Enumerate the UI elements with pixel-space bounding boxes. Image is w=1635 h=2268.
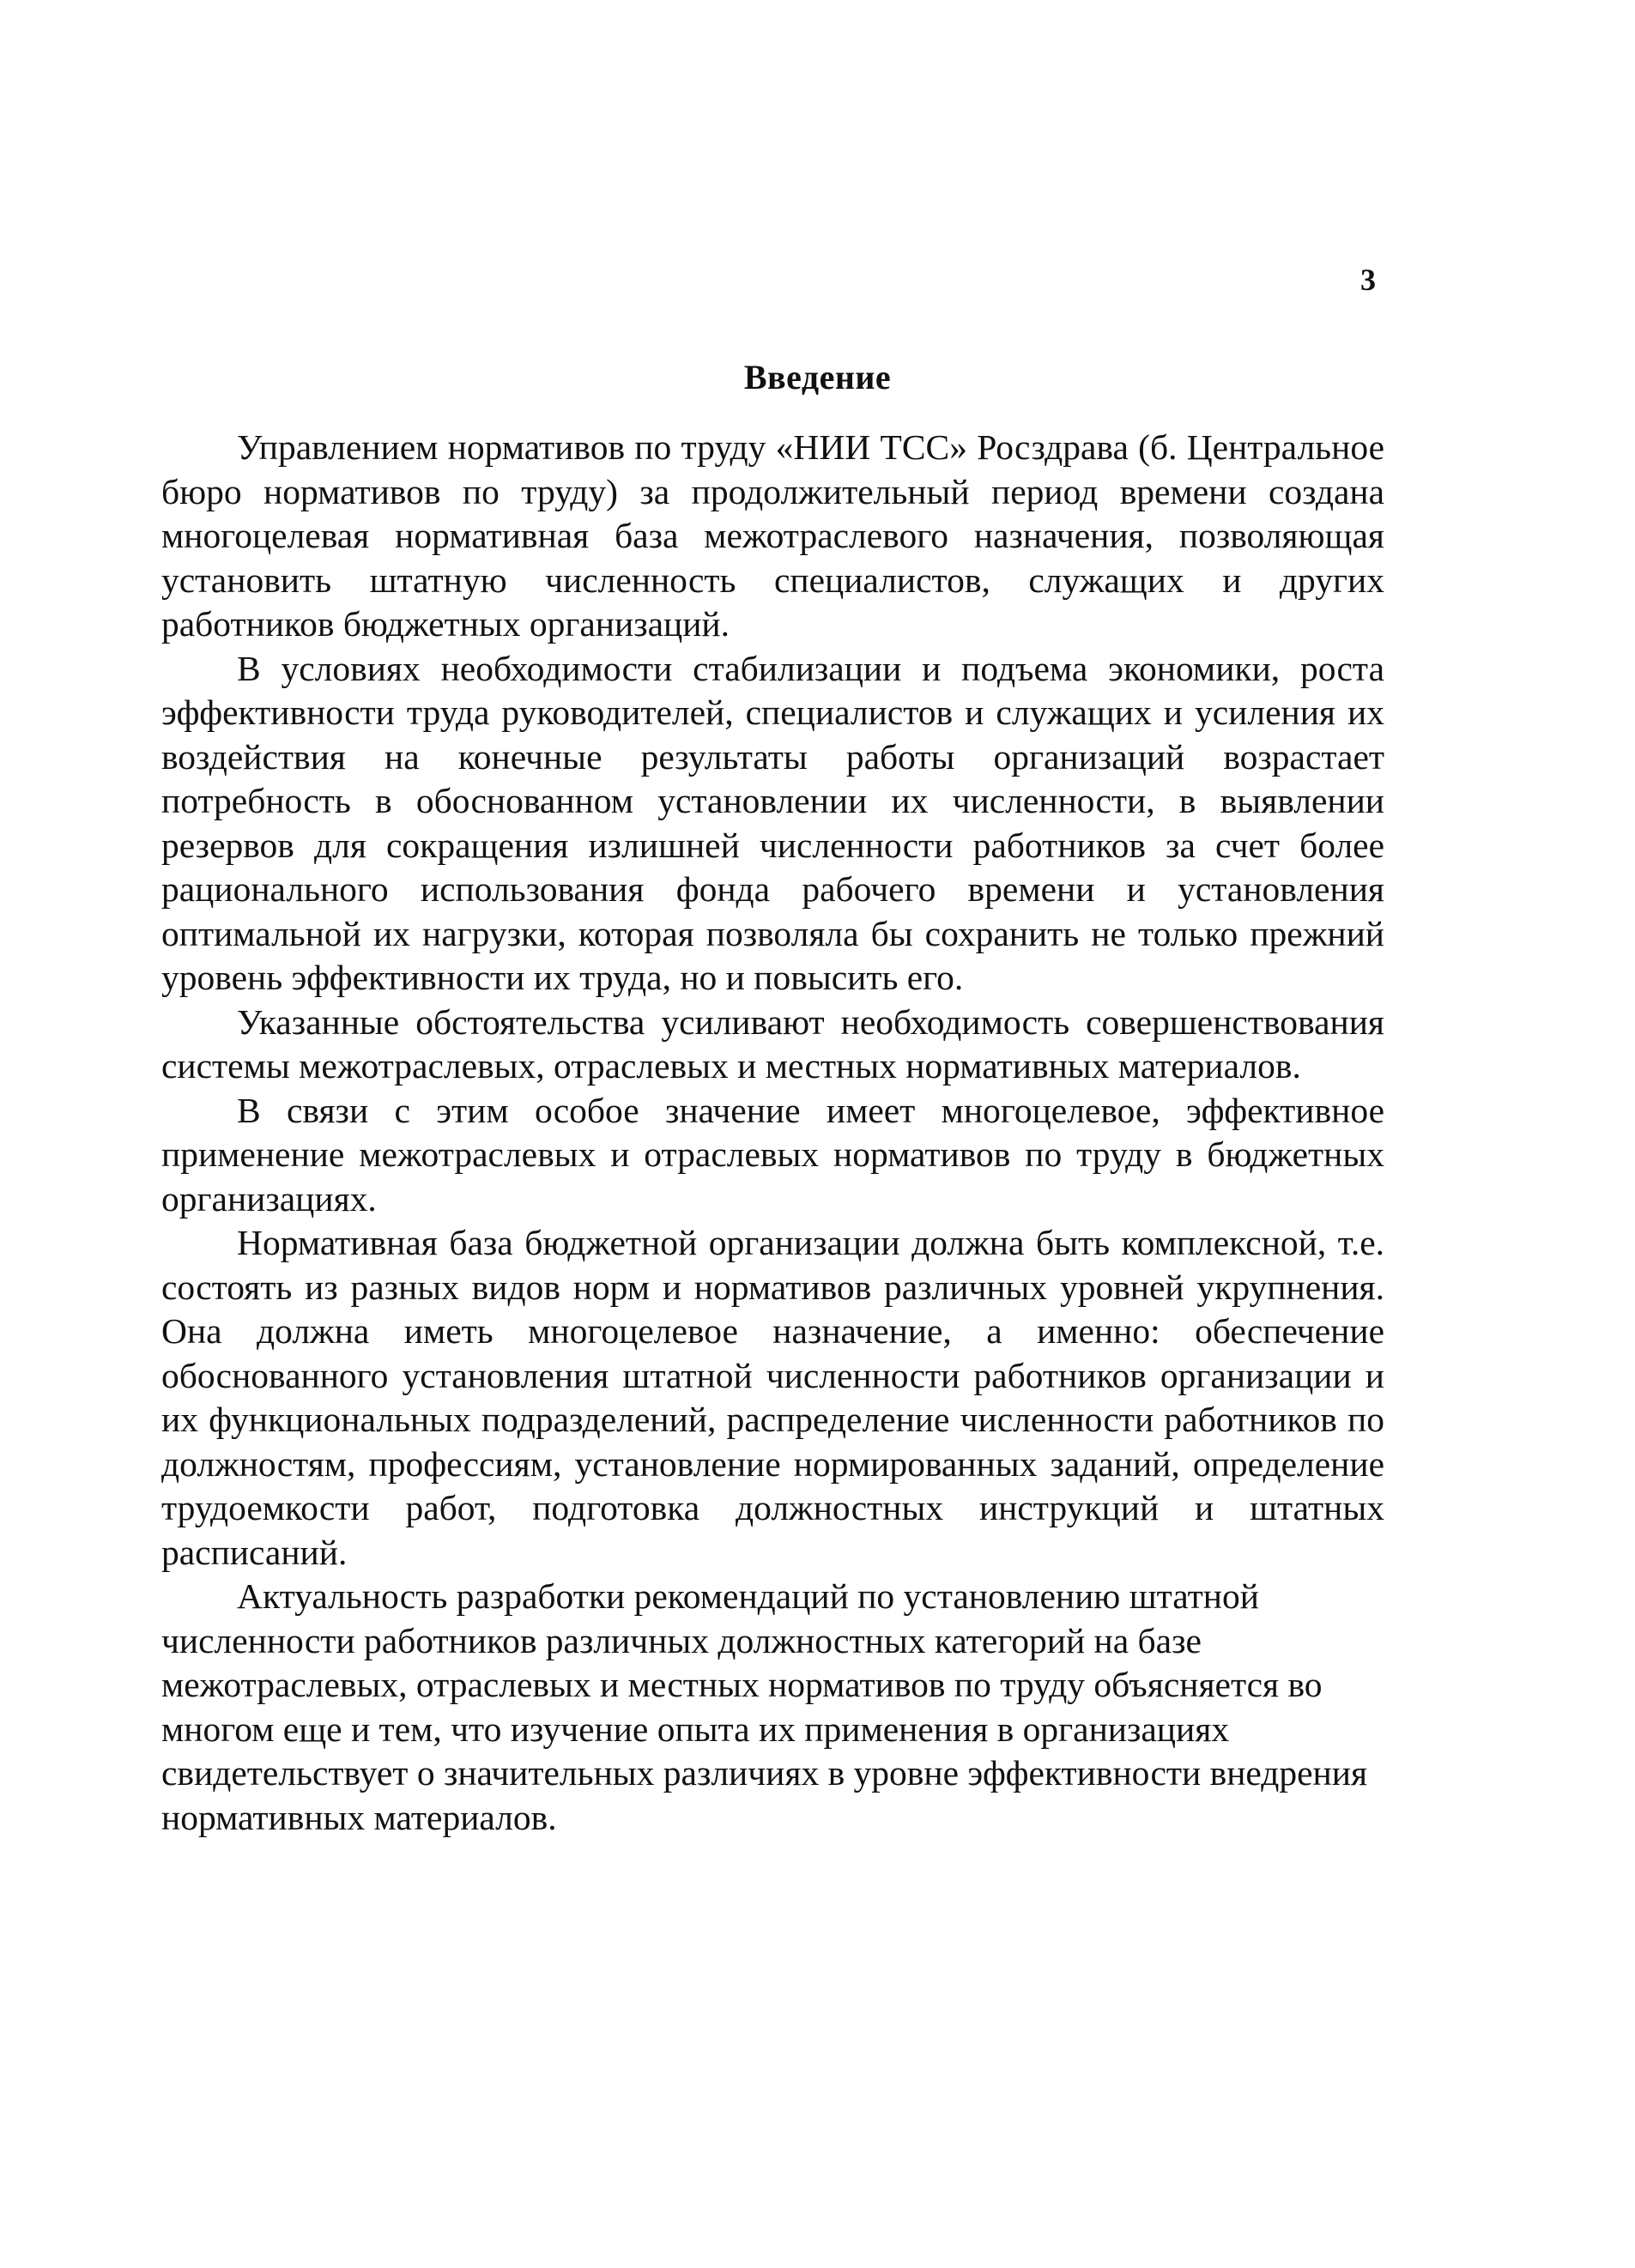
body-text: [161, 426, 1384, 1840]
paragraph-6: Актуальность разработки рекомендаций по установлению штатной численности работников различных должностных категорий на базе межотраслевых, отраслевых и местных нормативов по труду объясняется во многом еще и тем, что изучение опыта их применения в организациях свидетельствует о значительных различиях в уровне эффективности внедрения нормативных материалов.: [161, 1576, 1368, 1837]
paragraph-5: Нормативная база бюджетной организации должна быть комплексной, т.е. состоять из разных видов норм и нормативов различных уровней укрупнения. Она должна иметь многоцелевое назначение, а именно: обеспечение обоснованного установления штатной численности работников организации и их функциональных подразделений, распределение численности работников по должностям, профессиям, установление нормированных заданий, определение трудоемкости работ, подготовка должностных инструкций и штатных расписаний.: [161, 1223, 1384, 1572]
paragraph-3: Указанные обстоятельства усиливают необходимость совершенствования системы межотраслевых, отраслевых и местных нормативных материалов.: [161, 1001, 1384, 1086]
section-title: Введение: [743, 358, 892, 396]
paragraph-4: В связи с этим особое значение имеет многоцелевое, эффективное применение межотраслевых и отраслевых нормативов по труду в бюджетных организациях.: [161, 1090, 1384, 1219]
page-number: 3: [1360, 263, 1376, 297]
paragraph-2: В условиях необходимости стабилизации и подъема экономики, роста эффективности труда руководителей, специалистов и служащих и усиления их воздействия на конечные результаты работы организаций возрастает потребность в обоснованном установлении их численности, в выявлении резервов для сокращения излишней численности работников за счет более рационального использования фонда рабочего времени и установления оптимальной их нагрузки, которая позволяла бы сохранить не только прежний уровень эффективности их труда, но и повысить его.: [161, 648, 1384, 997]
paragraph-1: Управлением нормативов по труду «НИИ ТСС» Росздрава (б. Центральное бюро нормативов по труду) за продолжительный период времени создана многоцелевая нормативная база межотраслевого назначения, позволяющая установить штатную численность специалистов, служащих и других работников бюджетных организаций.: [161, 427, 1384, 644]
